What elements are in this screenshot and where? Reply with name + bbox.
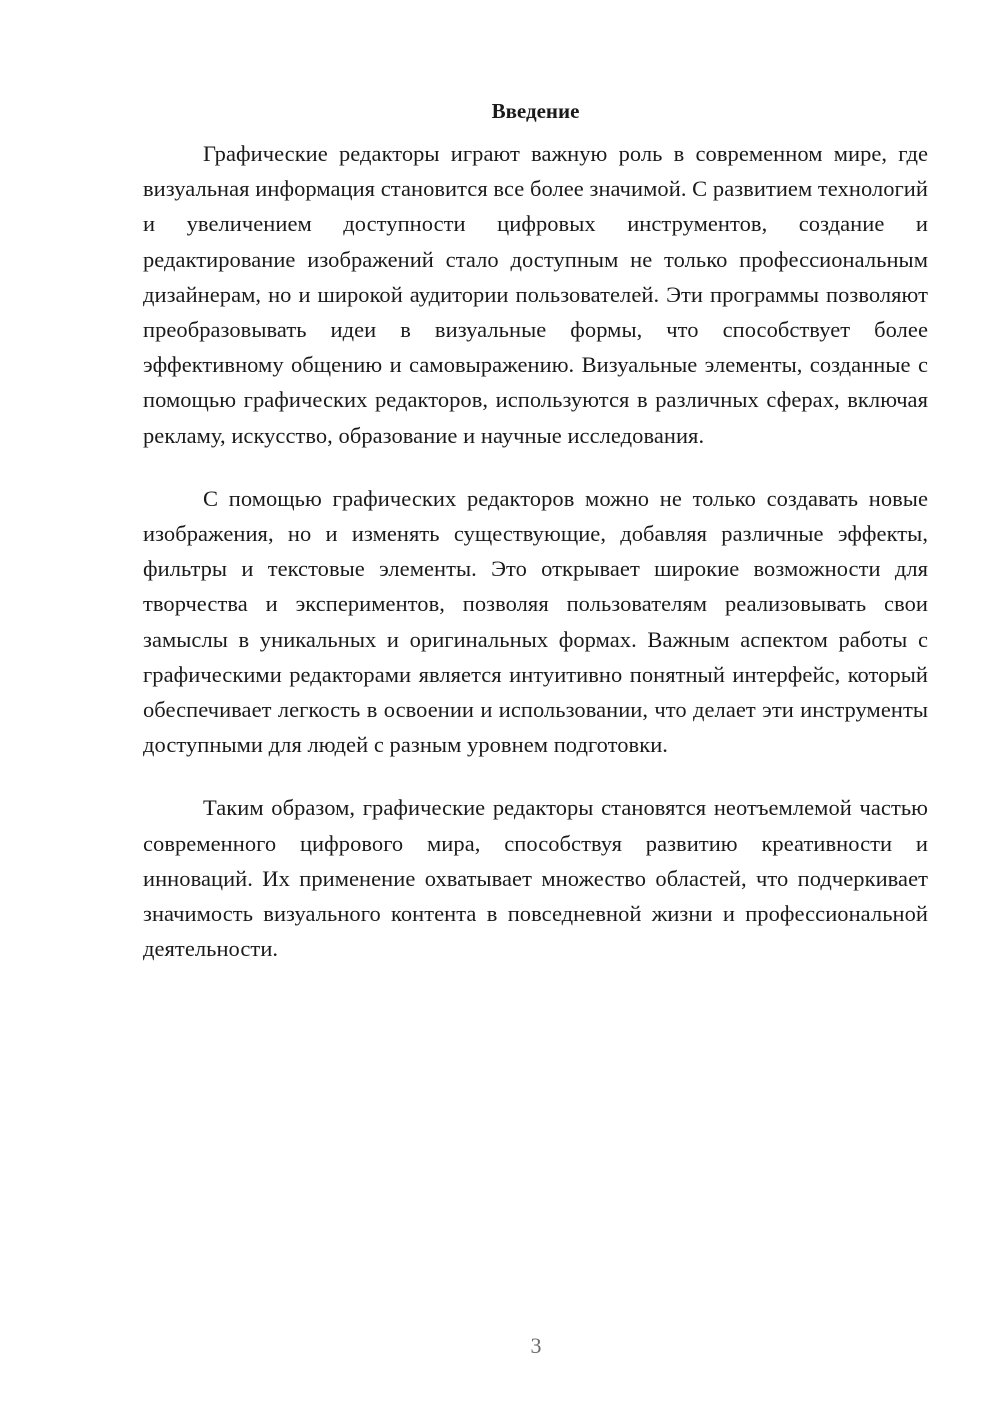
paragraph-3: Таким образом, графические редакторы становятся неотъемлемой частью современного цифрового мира, способствуя развитию креативности и инноваций. Их применение охватывает множество областей, что подчеркивает значимость визуального контента в повседневной жизни и профессиональной деятельности. xyxy=(143,795,928,962)
page-number: 3 xyxy=(530,1333,542,1358)
paragraph-2: С помощью графических редакторов можно не только создавать новые изображения, но и изменять существующие, добавляя различные эффекты, фильтры и текстовые элементы. Это открывает широкие возможности для творчества и экспериментов, позволяя пользователям реализовывать свои замыслы в уникальных и оригинальных формах. Важным аспектом работы с графическими редакторами является интуитивно понятный интерфейс, который обеспечивает легкость в освоении и использовании, что делает эти инструменты доступными для людей с разным уровнем подготовки. xyxy=(143,485,928,758)
section-heading: Введение xyxy=(491,99,580,123)
document-page xyxy=(143,96,928,966)
paragraph-1: Графические редакторы играют важную роль в современном мире, где визуальная информация становится все более значимой. С развитием технологий и увеличением доступности цифровых инструментов, создание и редактирование изображений стало доступным не только профессиональным дизайнерам, но и широкой аудитории пользователей. Эти программы позволяют преобразовывать идеи в визуальные формы, что способствует более эффективному общению и самовыражению. Визуальные элементы, созданные с помощью графических редакторов, используются в различных сферах, включая рекламу, искусство, образование и научные исследования. xyxy=(143,141,928,448)
